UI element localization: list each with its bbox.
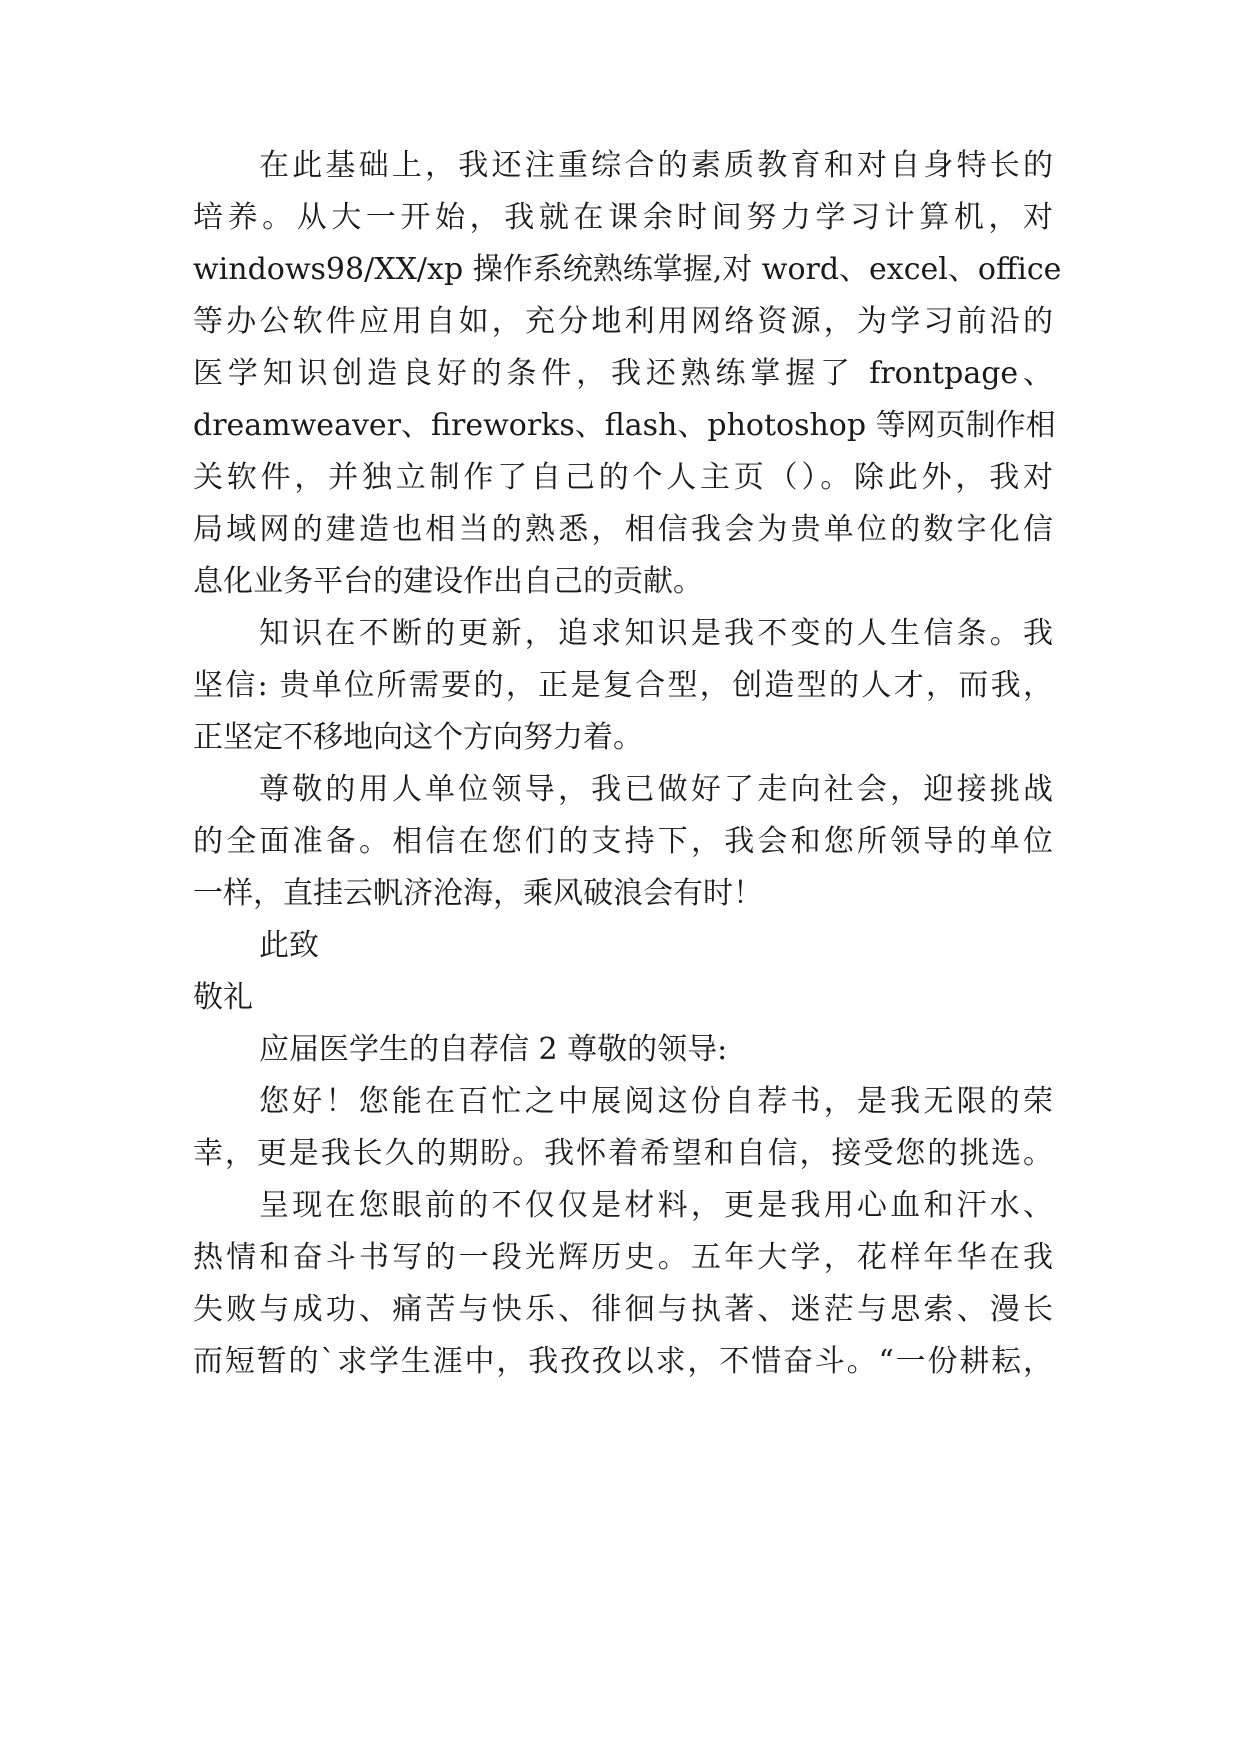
text-line: 的全面准备。相信在您们的支持下，我会和您所领导的单位 xyxy=(193,824,1053,859)
text-line: 热情和奋斗书写的一段光辉历史。五年大学，花样年华在我 xyxy=(193,1240,1053,1275)
text-line: windows98/XX/xp 操作系统熟练掌握,对 word、excel、office xyxy=(193,252,1062,287)
text-line: 局域网的建造也相当的熟悉，相信我会为贵单位的数字化信 xyxy=(193,512,1053,547)
letter-heading: 应届医学生的自荐信 2 尊敬的领导: xyxy=(259,1032,728,1067)
text-line: 坚信: 贵单位所需要的，正是复合型，创造型的人才，而我， xyxy=(193,668,1053,703)
text-line: 呈现在您眼前的不仅仅是材料，更是我用心血和汗水、 xyxy=(259,1188,1053,1223)
text-line: 医学知识创造良好的条件，我还熟练掌握了 frontpage、 xyxy=(193,356,1053,391)
text-line: 失败与成功、痛苦与快乐、徘徊与执著、迷茫与思索、漫长 xyxy=(193,1292,1053,1327)
text-line: dreamweaver、fireworks、flash、photoshop 等网页制作相 xyxy=(193,408,1056,443)
text-line: 一样，直挂云帆济沧海，乘风破浪会有时！ xyxy=(193,876,763,911)
text-line: 培养。从大一开始，我就在课余时间努力学习计算机，对 xyxy=(193,200,1053,235)
text-line: 尊敬的用人单位领导，我已做好了走向社会，迎接挑战 xyxy=(259,772,1053,807)
text-line: 而短暂的`求学生涯中，我孜孜以求，不惜奋斗。“一份耕耘， xyxy=(193,1344,1053,1379)
closing-salutation: 此致 xyxy=(259,928,319,963)
text-line: 正坚定不移地向这个方向努力着。 xyxy=(193,720,643,755)
text-line: 知识在不断的更新，追求知识是我不变的人生信条。我 xyxy=(259,616,1053,651)
text-line: 幸，更是我长久的期盼。我怀着希望和自信，接受您的挑选。 xyxy=(193,1136,1053,1171)
text-line: 息化业务平台的建设作出自己的贡献。 xyxy=(193,564,703,599)
text-line: 等办公软件应用自如，充分地利用网络资源，为学习前沿的 xyxy=(193,304,1053,339)
text-line: 您好！您能在百忙之中展阅这份自荐书，是我无限的荣 xyxy=(259,1084,1053,1119)
closing-regards: 敬礼 xyxy=(193,980,253,1015)
text-line: 在此基础上，我还注重综合的素质教育和对自身特长的 xyxy=(259,148,1053,183)
text-line: 关软件，并独立制作了自己的个人主页（）。除此外，我对 xyxy=(193,460,1053,495)
